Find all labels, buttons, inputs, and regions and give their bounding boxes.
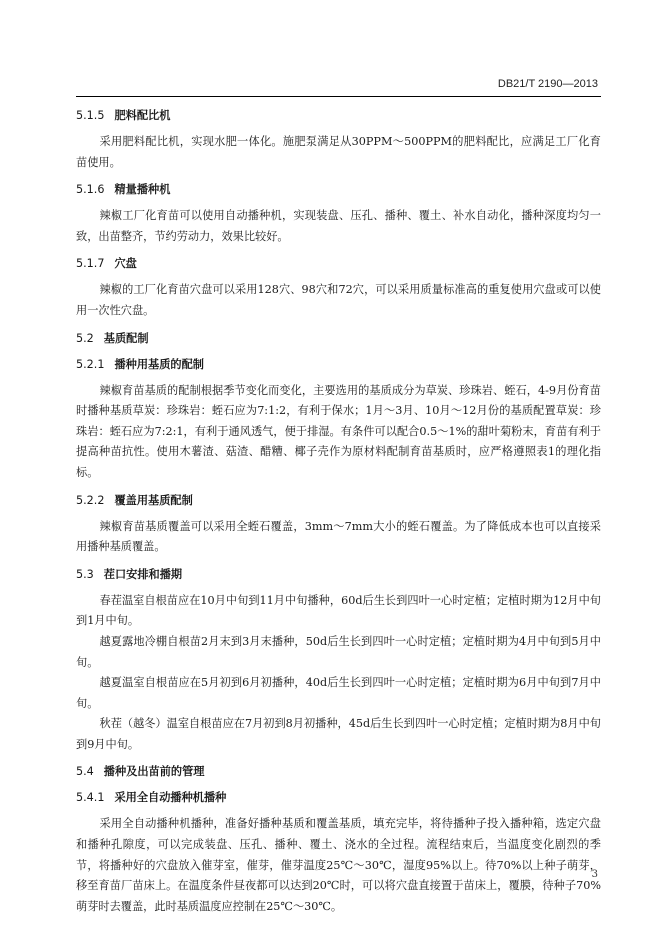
- paragraph: 辣椒育苗基质覆盖可以采用全蛭石覆盖，3mm～7mm大小的蛭石覆盖。为了降低成本也可以直接采用播种基质覆盖。: [76, 519, 601, 554]
- section-number: 5.4: [76, 765, 94, 779]
- section-number: 5.2: [76, 331, 94, 345]
- section-heading: [76, 106, 601, 126]
- section-title: 茬口安排和播期: [103, 567, 183, 581]
- paragraph: 辣椒的工厂化育苗穴盘可以采用128穴、98穴和72穴，可以采用质量标准高的重复使用穴盘或可以使用一次性穴盘。: [76, 283, 601, 317]
- section-number: 5.2.2: [76, 493, 105, 507]
- section-heading: [76, 329, 601, 349]
- section-number: 5.4.1: [76, 791, 105, 805]
- paragraph: 辣椒育苗基质的配制根据季节变化而变化，主要选用的基质成分为草炭、珍珠岩、蛭石，4-9月份育苗时播种基质草炭：珍珠岩：蛭石应为7:1:2，有利于保水；1月～3月、10月～12月份的基质配置草炭：珍珠岩：蛭石应为7:2:1，有利于通风透气，便于排湿。有条件可以配合0.5～1%的甜叶菊粉末，育苗有利于提高种苗抗性。使用木薯渣、菇渣、醋糟、椰子壳作为原材料配制育苗基质时，应严格遵照表1的理化指标。: [76, 383, 601, 479]
- section-number: 5.3: [76, 567, 94, 581]
- section-heading: [76, 491, 601, 511]
- section-number: 5.2.1: [76, 357, 105, 371]
- section-title: 精量播种机: [114, 183, 171, 197]
- section-title: 播种及出苗前的管理: [103, 765, 205, 779]
- header-divider: [76, 96, 601, 97]
- section-heading: [76, 180, 601, 200]
- section-number: 5.1.5: [76, 109, 105, 122]
- section-title: 播种用基质的配制: [114, 357, 204, 371]
- paragraph: 秋茬（越冬）温室自根苗应在7月初到8月初播种，45d后生长到四叶一心时定植；定植时期为8月中旬到9月中旬。: [76, 717, 601, 751]
- section-heading: [76, 565, 601, 585]
- paragraph: 采用全自动播种机播种，准备好播种基质和覆盖基质，填充完毕，将待播种子投入播种箱，选定穴盘和播种孔隙度，可以完成装盘、压孔、播种、覆土、浇水的全过程。流程结束后，当温度变化剧烈的季节，将播种好的穴盘放入催芽室，催芽，催芽温度25℃～30℃，湿度95%以上。待70%以上种子萌芽，移至育苗厂苗床上。在温度条件昼夜都可以达到20℃时，可以将穴盘直接置于苗床上，覆膜，待种子70%萌芽时去覆盖，此时基质温度应控制在25℃～30℃。: [76, 817, 601, 913]
- document-body: [76, 106, 601, 924]
- section-heading: [76, 355, 601, 375]
- paragraph: 采用肥料配比机，实现水肥一体化。施肥泵满足从30PPM～500PPM的肥料配比，应满足工厂化育苗使用。: [76, 135, 601, 169]
- document-code: DB21/T 2190—2013: [497, 78, 598, 90]
- section-title: 肥料配比机: [114, 109, 171, 122]
- section-title: 穴盘: [114, 257, 137, 271]
- page-number: 3: [591, 869, 598, 880]
- section-number: 5.1.6: [76, 183, 105, 197]
- paragraph: 春茬温室自根苗应在10月中旬到11月中旬播种，60d后生长到四叶一心时定植；定植时期为12月中旬到1月中旬。: [76, 593, 601, 628]
- section-heading: [76, 762, 601, 782]
- section-heading: [76, 788, 601, 808]
- section-heading: [76, 254, 601, 274]
- paragraph: 越夏露地冷棚自根苗2月末到3月末播种，50d后生长到四叶一心时定植；定植时期为4月中旬到5月中旬。: [76, 634, 601, 669]
- section-title: 基质配制: [103, 331, 149, 345]
- paragraph: 辣椒工厂化育苗可以使用自动播种机，实现装盘、压孔、播种、覆土、补水自动化，播种深度均匀一致，出苗整齐，节约劳动力，效果比较好。: [76, 209, 601, 243]
- section-title: 覆盖用基质配制: [114, 493, 193, 507]
- section-title: 采用全自动播种机播种: [114, 791, 227, 805]
- section-number: 5.1.7: [76, 257, 105, 271]
- paragraph: 越夏温室自根苗应在5月初到6月初播种，40d后生长到四叶一心时定植；定植时期为6月中旬到7月中旬。: [76, 676, 601, 710]
